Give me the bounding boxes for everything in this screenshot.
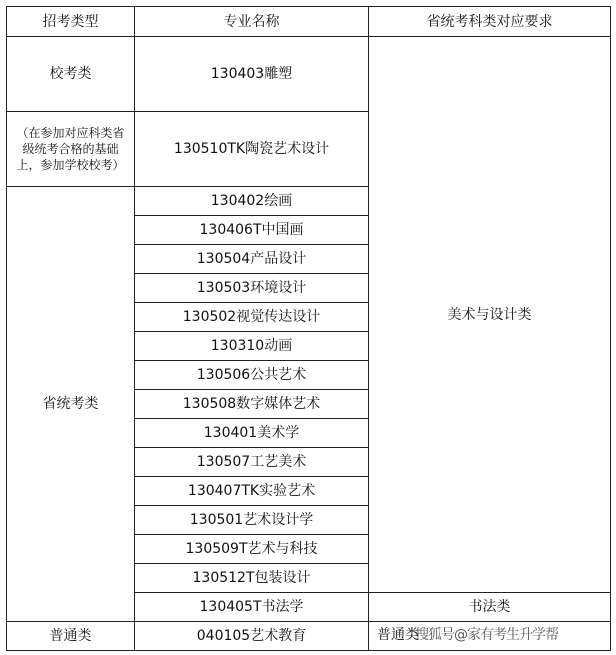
requirement-general-text: 普通类	[377, 627, 419, 643]
major-cell: 130406T中国画	[135, 216, 369, 245]
watermark-text: 搜狐号@家有考生升学帮	[415, 627, 558, 643]
major-cell: 130310动画	[135, 332, 369, 361]
school-exam-note: （在参加对应科类省级统考合格的基础上，参加学校校考）	[7, 112, 135, 187]
major-cell: 130508数字媒体艺术	[135, 390, 369, 419]
major-cell: 130502视觉传达设计	[135, 303, 369, 332]
table-row	[7, 37, 611, 112]
major-cell: 130403雕塑	[135, 37, 369, 112]
provincial-exam-label: 省统考类	[7, 187, 135, 622]
major-cell: 130506公共艺术	[135, 361, 369, 390]
general-label: 普通类	[7, 622, 135, 651]
requirement-calligraphy: 书法类	[369, 593, 611, 622]
header-admission-type: 招考类型	[7, 7, 135, 37]
major-cell: 130501艺术设计学	[135, 506, 369, 535]
major-cell: 130512T包装设计	[135, 564, 369, 593]
major-cell: 040105艺术教育	[135, 622, 369, 651]
admission-table	[6, 6, 611, 651]
major-cell: 130507工艺美术	[135, 448, 369, 477]
table-row	[7, 622, 611, 651]
requirement-art-design: 美术与设计类	[369, 37, 611, 593]
major-cell: 130407TK实验艺术	[135, 477, 369, 506]
requirement-general	[369, 622, 611, 651]
major-cell: 130510TK陶瓷艺术设计	[135, 112, 369, 187]
header-major-name: 专业名称	[135, 7, 369, 37]
major-cell: 130503环境设计	[135, 274, 369, 303]
header-requirement: 省统考科类对应要求	[369, 7, 611, 37]
major-cell: 130401美术学	[135, 419, 369, 448]
major-cell: 130504产品设计	[135, 245, 369, 274]
major-cell: 130405T书法学	[135, 593, 369, 622]
major-cell: 130509T艺术与科技	[135, 535, 369, 564]
major-cell: 130402绘画	[135, 187, 369, 216]
school-exam-label: 校考类	[7, 37, 135, 112]
header-row	[7, 7, 611, 37]
